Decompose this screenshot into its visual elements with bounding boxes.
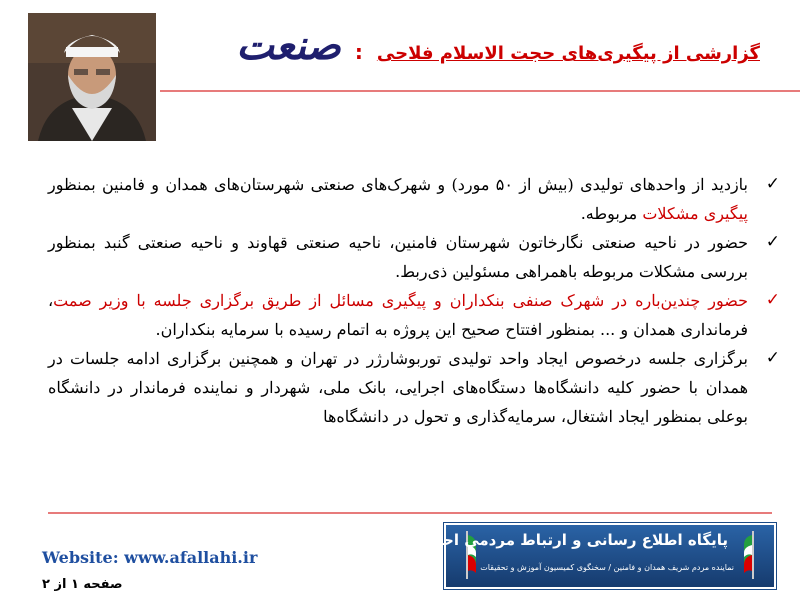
bullet-1-text-after: مربوطه. — [580, 204, 643, 223]
bullet-item-4 — [48, 344, 780, 431]
bullet-2-text: حضور در ناحیه صنعتی نگارخاتون شهرستان فامنین، ناحیه صنعتی قهاوند و ناحیه صنعتی گنبد بمنظور بررسی مشکلات مربوطه باهمراهی مسئولین ذی‌ربط. — [48, 233, 748, 281]
title-topic: صنعت — [236, 22, 341, 69]
bullet-item-1 — [48, 170, 780, 228]
slide-title — [236, 22, 760, 69]
site-banner[interactable] — [326, 523, 776, 589]
banner-title: پایگاه اطلاع رسانی و ارتباط مردمی احمدحسین فلاحی — [326, 531, 728, 549]
bullet-list — [48, 170, 780, 431]
banner-subtitle: نماینده مردم شریف همدان و فامنین / سخنگوی کمیسیون آموزش و تحقیقات — [480, 563, 734, 572]
check-icon: ✓ — [765, 174, 780, 194]
page-number: صفحه ۱ از ۲ — [42, 577, 123, 592]
website-link[interactable]: Website: www.afallahi.ir — [42, 548, 258, 567]
title-text: گزارشی از پیگیری‌های حجت الاسلام فلاحی — [376, 43, 760, 64]
footer-divider — [48, 512, 772, 514]
bullet-item-3 — [48, 286, 780, 344]
portrait-photo — [28, 13, 156, 141]
bullet-4-text: برگزاری جلسه درخصوص ایجاد واحد تولیدی توربوشارژر در تهران و همچنین برگزاری ادامه جلسات در همدان با حضور کلیه دانشگاه‌ها دستگاه‌های اجرایی، بانک ملی، شهردار و نماینده فرماندار در دانشگاه بوعلی بمنظور ایجاد اشتغال، سرمایه‌گذاری و تحول در دانشگاه‌ها — [48, 349, 748, 426]
title-colon: : — [354, 40, 363, 64]
check-icon: ✓ — [765, 232, 780, 252]
bullet-1-highlight: پیگیری مشکلات — [642, 204, 748, 223]
header-divider — [160, 90, 800, 92]
iran-flag-icon — [742, 531, 764, 579]
check-icon: ✓ — [765, 290, 780, 310]
bullet-3-red-text: حضور چندین‌باره در شهرک صنفی بنکداران و پیگیری مسائل از طریق برگزاری جلسه با وزیر صمت — [53, 291, 748, 310]
check-icon: ✓ — [765, 348, 780, 368]
bullet-1-text-before: بازدید از واحدهای تولیدی (بیش از ۵۰ مورد) و شهرک‌های صنعتی شهرستان‌های همدان و فامنین بمنظور — [48, 175, 748, 194]
bullet-3-text-after: ، فرمانداری همدان و ... بمنظور افتتاح صحیح این پروژه به اتمام رسیده با سرمایه بنکداران. — [48, 291, 748, 339]
bullet-item-2 — [48, 228, 780, 286]
